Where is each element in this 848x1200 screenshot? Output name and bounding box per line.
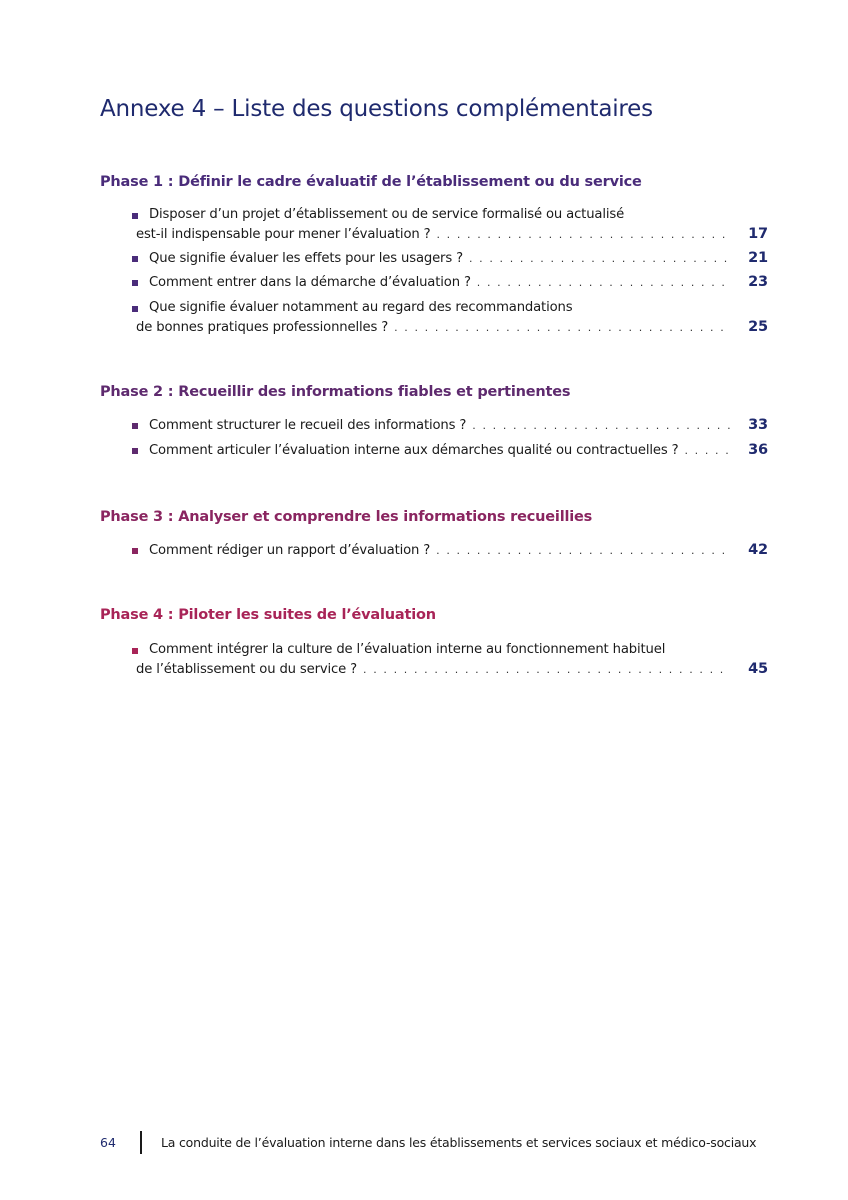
page-number: 21 [748, 250, 768, 266]
bullet-icon [132, 213, 138, 219]
dot-leader [472, 417, 730, 435]
dot-leader [469, 250, 730, 268]
entry-line: Disposer d’un projet d’établissement ou de service formalisé ou actualisé [149, 207, 625, 222]
page-title: Annexe 4 – Liste des questions complémentaires [100, 96, 653, 122]
entry-text: est-il indispensable pour mener l’évaluation ? [136, 227, 431, 242]
phase-3-heading: Phase 3 : Analyser et comprendre les informations recueillies [100, 509, 593, 525]
page-number: 42 [748, 542, 768, 558]
entry-line-with-leader [149, 541, 768, 559]
entry-line: Que signifie évaluer notamment au regard des recommandations [149, 300, 573, 315]
bullet-icon [132, 256, 138, 262]
entry-text: Comment articuler l’évaluation interne aux démarches qualité ou contractuelles ? [149, 443, 679, 458]
entry-text: Comment structurer le recueil des informations ? [149, 418, 467, 433]
page-number: 36 [748, 442, 768, 458]
footer-divider [140, 1131, 142, 1154]
entry-text: Que signifie évaluer les effets pour les usagers ? [149, 251, 463, 266]
entry-text: Comment rédiger un rapport d’évaluation ? [149, 543, 431, 558]
dot-leader [363, 661, 730, 679]
entry-line: Comment intégrer la culture de l’évaluation interne au fonctionnement habituel [149, 642, 666, 657]
bullet-icon [132, 306, 138, 312]
entry-text: de bonnes pratiques professionnelles ? [136, 320, 389, 335]
bullet-icon [132, 423, 138, 429]
entry-line-with-leader [136, 660, 768, 678]
entry-text: de l’établissement ou du service ? [136, 662, 358, 677]
entry-line-with-leader [136, 318, 768, 336]
entry-line-with-leader [149, 441, 768, 459]
dot-leader [394, 319, 730, 337]
page-number: 45 [748, 661, 768, 677]
page-number: 33 [748, 417, 768, 433]
entry-line-with-leader [149, 249, 768, 267]
footer-text: La conduite de l’évaluation interne dans les établissements et services sociaux et médico-sociaux [161, 1135, 757, 1150]
entry-line-with-leader [149, 273, 768, 291]
bullet-icon [132, 648, 138, 654]
phase-4-heading: Phase 4 : Piloter les suites de l’évaluation [100, 607, 436, 623]
bullet-icon [132, 548, 138, 554]
bullet-icon [132, 280, 138, 286]
dot-leader [436, 542, 730, 560]
entry-line-with-leader [149, 416, 768, 434]
bullet-icon [132, 448, 138, 454]
phase-1-heading: Phase 1 : Définir le cadre évaluatif de l’établissement ou du service [100, 174, 642, 190]
dot-leader [477, 274, 730, 292]
phase-2-heading: Phase 2 : Recueillir des informations fiables et pertinentes [100, 384, 571, 400]
dot-leader [436, 226, 730, 244]
entry-line-with-leader [136, 225, 768, 243]
page-number: 17 [748, 226, 768, 242]
dot-leader [684, 442, 730, 460]
entry-text: Comment entrer dans la démarche d’évaluation ? [149, 275, 471, 290]
page-number: 23 [748, 274, 768, 290]
footer-page-number: 64 [100, 1135, 116, 1150]
page-number: 25 [748, 319, 768, 335]
